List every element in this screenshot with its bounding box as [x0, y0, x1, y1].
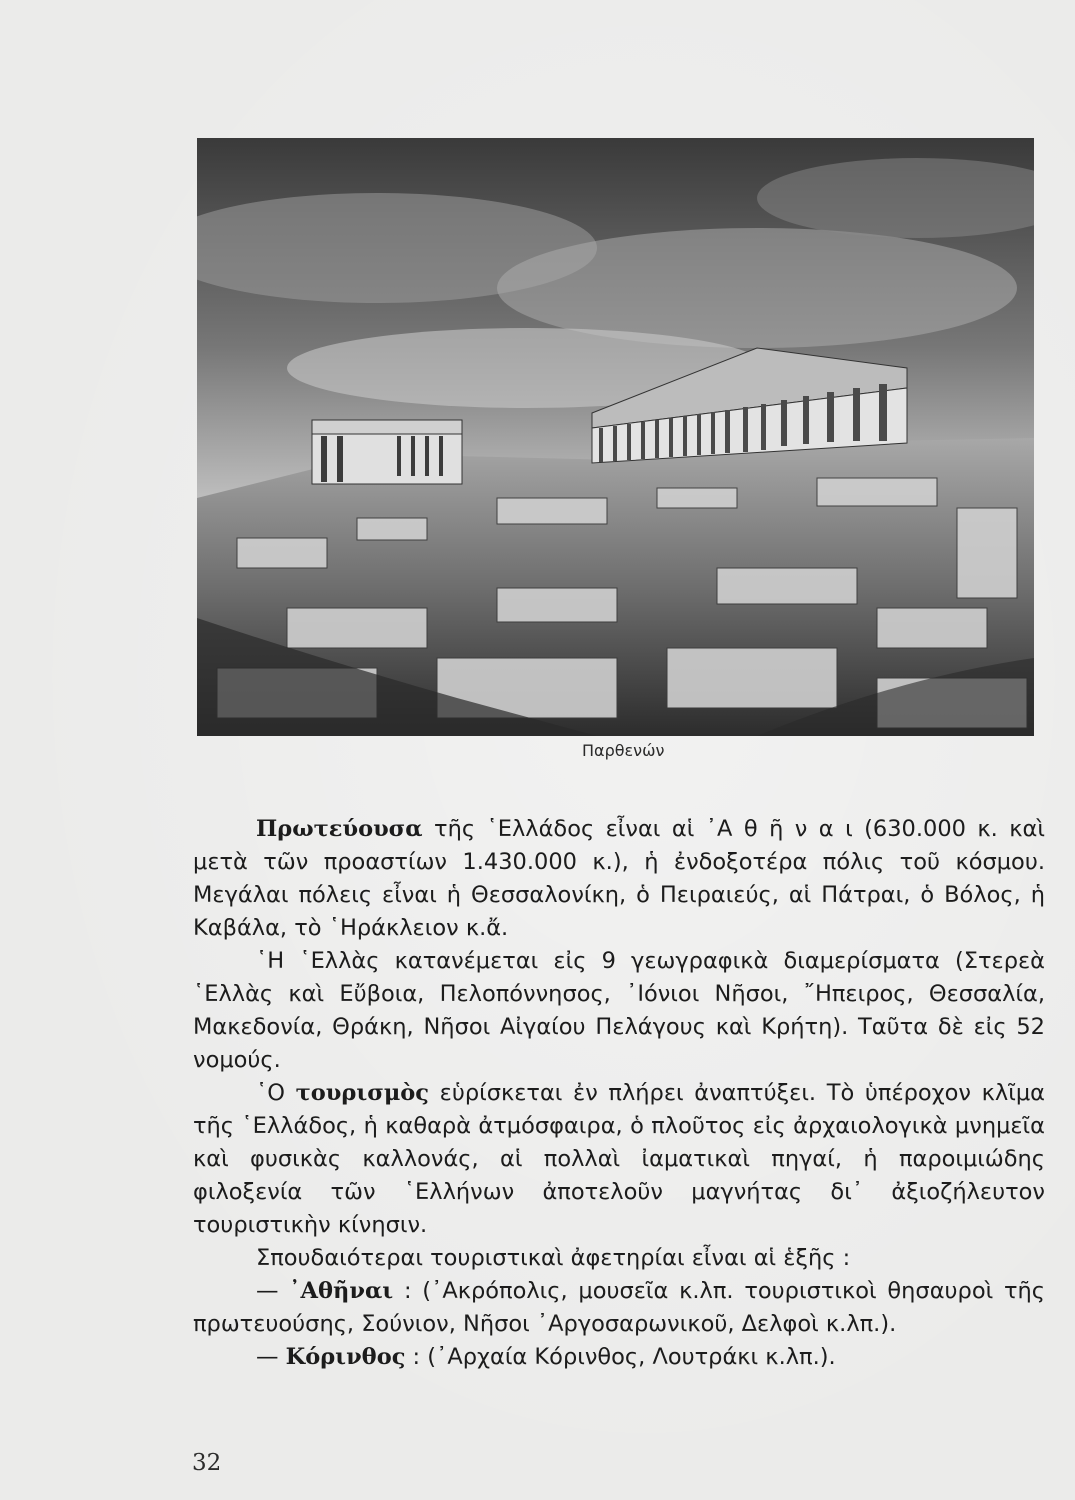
term-capital: Πρωτεύουσα: [256, 816, 423, 842]
paragraph-text: εὑρίσκεται ἐν πλήρει ἀναπτύξει. Τὸ ὑπέροχον κλῖμα τῆς ῾Ελλάδος, ἡ καθαρὰ ἀτμόσφαιρα, ὁ πλοῦτος εἰς ἀρχαιολογικὰ μνημεῖα καὶ φυσικὰς καλλονάς, αἱ πολλαὶ ἰαματικαὶ πηγαί, ἡ παροιμιώδης φιλοξενία τῶν ῾Ελλήνων ἀποτελοῦν μαγνήτας δι᾿ ἀξιοζήλευτον τουριστικὴν κίνησιν.: [193, 1080, 1045, 1238]
page-number: 32: [192, 1450, 222, 1476]
paragraph-text: Σπουδαιότεραι τουριστικαὶ ἀφετηρίαι εἶναι αἱ ἑξῆς :: [256, 1245, 851, 1271]
photo-illustration: [197, 138, 1034, 736]
term-athens: ᾿Αθῆναι: [289, 1278, 394, 1304]
destination-corinth: [193, 1341, 1045, 1374]
destination-athens: [193, 1275, 1045, 1341]
paragraph-regions: [193, 945, 1045, 1077]
paragraph-text: : (᾿Ακρόπολις, μουσεῖα κ.λπ. τουριστικοὶ θησαυροὶ τῆς πρωτευούσης, Σούνιον, Νῆσοι ᾿Αργοσαρωνικοῦ, Δελφοὶ κ.λπ.).: [193, 1278, 1045, 1337]
dash: —: [256, 1278, 290, 1304]
parthenon-photo: [197, 138, 1034, 736]
main-text: [193, 813, 1045, 1374]
paragraph-capital: [193, 813, 1045, 945]
paragraph-text: : (᾿Αρχαία Κόρινθος, Λουτράκι κ.λπ.).: [405, 1344, 836, 1370]
dash: —: [256, 1344, 286, 1370]
term-tourism: τουρισμὸς: [295, 1080, 429, 1106]
photo-caption: Παρθενών: [582, 741, 665, 760]
paragraph-text: τῆς ῾Ελλάδος εἶναι αἱ ᾿Α θ ῆ ν α ι (630.000 κ. καὶ μετὰ τῶν προαστίων 1.430.000 κ.), ἡ ἐνδοξοτέρα πόλις τοῦ κόσμου. Μεγάλαι πόλεις εἶναι ἡ Θεσσαλονίκη, ὁ Πειραιεύς, αἱ Πάτραι, ὁ Βόλος, ἡ Καβάλα, τὸ ῾Ηράκλειον κ.ἄ.: [193, 816, 1045, 941]
paragraph-text: ῾Η ῾Ελλὰς κατανέμεται εἰς 9 γεωγραφικὰ διαμερίσματα (Στερεὰ ῾Ελλὰς καὶ Εὔβοια, Πελοπόννησος, ᾿Ιόνιοι Νῆσοι, ῎Ηπειρος, Θεσσαλία, Μακεδονία, Θράκη, Νῆσοι Αἰγαίου Πελάγους καὶ Κρήτη). Ταῦτα δὲ εἰς 52 νομούς.: [193, 948, 1045, 1073]
paragraph-tourism: [193, 1077, 1045, 1242]
paragraph-destinations-intro: [193, 1242, 1045, 1275]
paragraph-lead: ῾Ο: [256, 1080, 296, 1106]
term-corinth: Κόρινθος: [285, 1344, 406, 1370]
